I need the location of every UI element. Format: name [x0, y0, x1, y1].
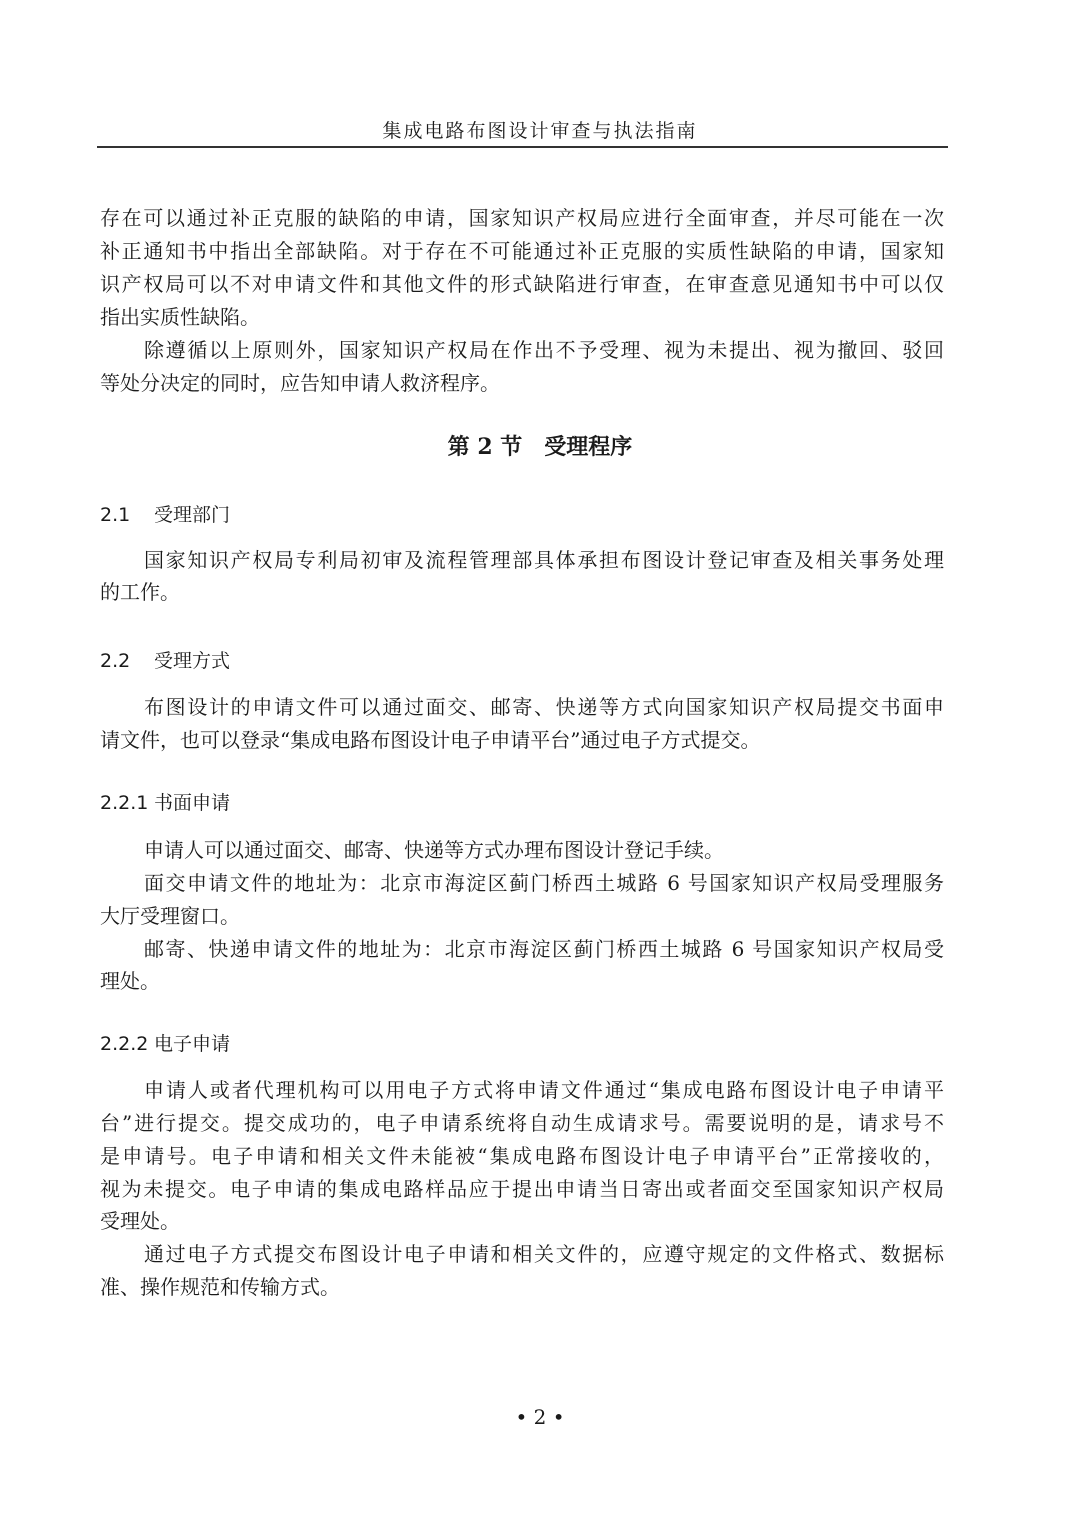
paragraph-line: 邮寄、快递申请文件的地址为：北京市海淀区蓟门桥西土城路 6 号国家知识产权局受: [144, 937, 944, 961]
subsection-number: 2.1: [100, 504, 131, 526]
paragraph-line: 是申请号。电子申请和相关文件未能被“集成电路布图设计电子申请平台”正常接收的，: [100, 1144, 944, 1168]
paragraph-line: 存在可以通过补正克服的缺陷的申请，国家知识产权局应进行全面审查，并尽可能在一次: [100, 206, 944, 230]
subsection-number: 2.2.2: [100, 1033, 149, 1055]
paragraph-line: 的工作。: [100, 580, 180, 604]
paragraph-line: 台”进行提交。提交成功的，电子申请系统将自动生成请求号。需要说明的是，请求号不: [100, 1111, 944, 1135]
paragraph-line: 申请人或者代理机构可以用电子方式将申请文件通过“集成电路布图设计电子申请平: [144, 1078, 944, 1102]
subsection-heading-2-1: [100, 500, 230, 530]
subsection-heading-2-2-2: [100, 1029, 230, 1059]
paragraph-line: 受理处。: [100, 1209, 180, 1233]
paragraph-line: 请文件，也可以登录“集成电路布图设计电子申请平台”通过电子方式提交。: [100, 728, 761, 752]
page-number: • 2 •: [515, 1405, 565, 1429]
paragraph-line: 准、操作规范和传输方式。: [100, 1275, 340, 1299]
subsection-title: 书面申请: [154, 792, 231, 814]
paragraph-line: 申请人可以通过面交、邮寄、快递等方式办理布图设计登记手续。: [144, 838, 724, 862]
subsection-number: 2.2: [100, 650, 131, 672]
paragraph-line: 面交申请文件的地址为：北京市海淀区蓟门桥西土城路 6 号国家知识产权局受理服务: [144, 871, 944, 895]
subsection-heading-2-2: [100, 646, 230, 676]
section-title: 第 2 节 受理程序: [447, 434, 633, 460]
subsection-title: 电子申请: [154, 1033, 231, 1055]
header-rule: [97, 146, 948, 148]
running-header: 集成电路布图设计审查与执法指南: [382, 120, 698, 142]
paragraph-line: 大厅受理窗口。: [100, 904, 240, 928]
subsection-title: 受理部门: [154, 504, 231, 526]
paragraph-line: 等处分决定的同时，应告知申请人救济程序。: [100, 371, 500, 395]
paragraph-line: 理处。: [100, 969, 160, 993]
paragraph-line: 布图设计的申请文件可以通过面交、邮寄、快递等方式向国家知识产权局提交书面申: [144, 695, 944, 719]
paragraph-line: 视为未提交。电子申请的集成电路样品应于提出申请当日寄出或者面交至国家知识产权局: [100, 1177, 944, 1201]
paragraph-line: 通过电子方式提交布图设计电子申请和相关文件的，应遵守规定的文件格式、数据标: [144, 1242, 944, 1266]
paragraph-line: 国家知识产权局专利局初审及流程管理部具体承担布图设计登记审查及相关事务处理: [144, 548, 944, 572]
paragraph-line: 指出实质性缺陷。: [100, 305, 260, 329]
paragraph-line: 补正通知书中指出全部缺陷。对于存在不可能通过补正克服的实质性缺陷的申请，国家知: [100, 239, 944, 263]
paragraph-line: 除遵循以上原则外，国家知识产权局在作出不予受理、视为未提出、视为撤回、驳回: [144, 338, 944, 362]
subsection-number: 2.2.1: [100, 792, 149, 814]
paragraph-line: 识产权局可以不对申请文件和其他文件的形式缺陷进行审查，在审查意见通知书中可以仅: [100, 272, 944, 296]
subsection-heading-2-2-1: [100, 788, 230, 818]
subsection-title: 受理方式: [154, 650, 231, 672]
